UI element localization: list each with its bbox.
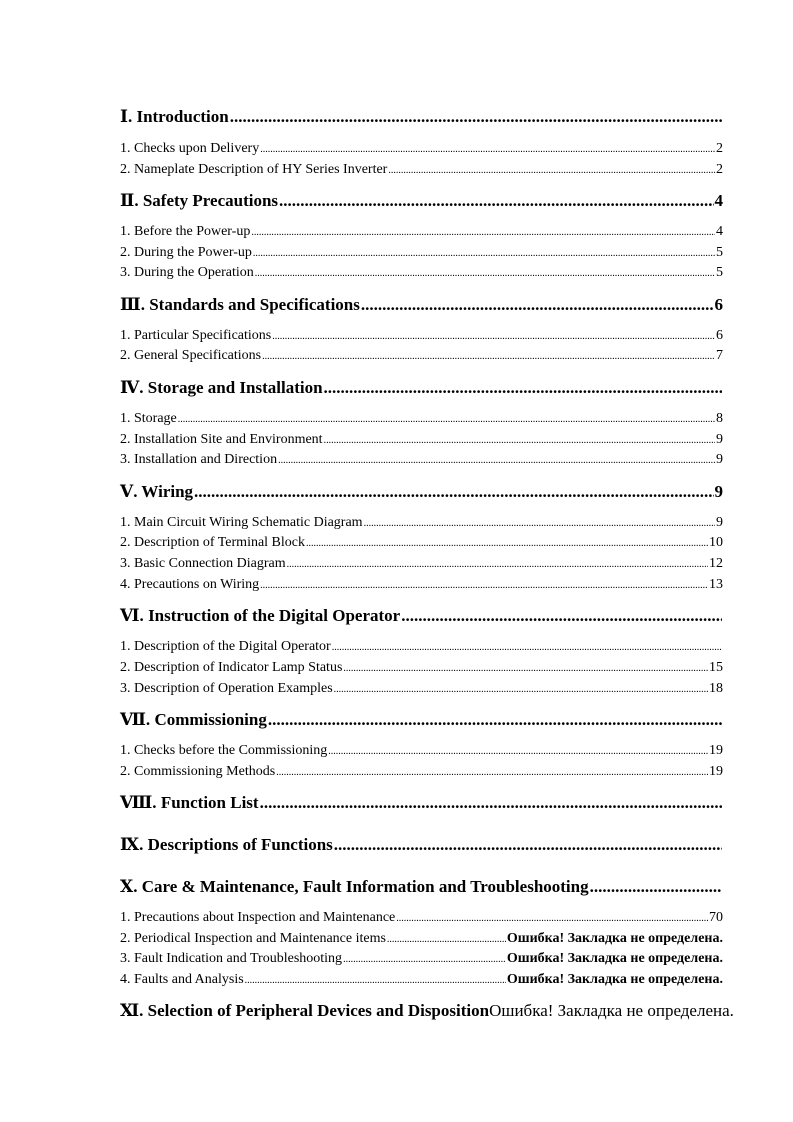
- item-title: 2. Description of Terminal Block: [120, 535, 306, 550]
- section-title: [120, 877, 589, 897]
- toc-section-5[interactable]: [120, 482, 723, 504]
- dot-leader: [324, 378, 722, 398]
- item-title: 1. Main Circuit Wiring Schematic Diagram: [120, 515, 363, 530]
- section-name: Standards and Specifications: [149, 295, 360, 314]
- toc-item[interactable]: [120, 972, 723, 990]
- section-title: [120, 835, 333, 855]
- item-title: 2. Commissioning Methods: [120, 764, 276, 779]
- toc-item[interactable]: [120, 162, 723, 180]
- dot-leader: [590, 877, 722, 897]
- section-title: [120, 482, 193, 502]
- section-title: [120, 1001, 489, 1021]
- bookmark-error: Ошибка! Закладка не определена.: [506, 931, 723, 946]
- page-number: 13: [709, 577, 723, 592]
- toc-item[interactable]: [120, 411, 723, 429]
- dot-leader: [334, 681, 708, 697]
- toc-item[interactable]: [120, 224, 723, 242]
- item-title: 1. Checks before the Commissioning: [120, 743, 328, 758]
- dot-leader: [343, 951, 506, 967]
- section-title: [120, 107, 229, 127]
- toc-item[interactable]: [120, 452, 723, 470]
- page-number: 5: [716, 265, 723, 280]
- dot-leader: [278, 452, 715, 468]
- toc-section-10[interactable]: [120, 877, 723, 899]
- toc-item[interactable]: [120, 743, 723, 761]
- section-name: Introduction: [136, 107, 229, 126]
- dot-leader: [343, 660, 708, 676]
- section-name: Descriptions of Functions: [147, 835, 333, 854]
- section-number: Ⅷ.: [120, 793, 157, 812]
- toc-section-1[interactable]: [120, 107, 723, 129]
- section-number: Ⅵ.: [120, 606, 144, 625]
- toc-item[interactable]: [120, 577, 723, 595]
- toc-item[interactable]: [120, 432, 723, 450]
- item-title: 2. Periodical Inspection and Maintenance items: [120, 931, 386, 946]
- section-name: Wiring: [141, 482, 194, 501]
- dot-leader: [361, 295, 714, 315]
- section-title: [120, 378, 323, 398]
- dot-leader: [194, 482, 713, 502]
- item-title: 4. Faults and Analysis: [120, 972, 244, 987]
- dot-leader: [272, 328, 715, 344]
- dot-leader: [279, 191, 713, 211]
- dot-leader: [260, 793, 722, 813]
- item-title: 1. Storage: [120, 411, 177, 426]
- toc-section-11[interactable]: [120, 1001, 793, 1023]
- page-number: 19: [709, 743, 723, 758]
- item-title: 4. Precautions on Wiring: [120, 577, 260, 592]
- toc-item[interactable]: [120, 639, 723, 657]
- page-number: 6: [714, 295, 723, 314]
- dot-leader: [276, 764, 708, 780]
- page-number: 19: [709, 764, 723, 779]
- section-name: Care & Maintenance, Fault Information and Troubleshooting: [141, 877, 589, 896]
- page-number: 8: [716, 411, 723, 426]
- dot-leader: [262, 348, 715, 364]
- toc-item[interactable]: [120, 535, 723, 553]
- section-number: Ⅶ.: [120, 710, 151, 729]
- bookmark-error: Ошибка! Закладка не определена.: [506, 951, 723, 966]
- section-title: [120, 606, 400, 626]
- dot-leader: [260, 577, 708, 593]
- section-title: [120, 710, 267, 730]
- toc-item[interactable]: [120, 348, 723, 366]
- page-number: 10: [709, 535, 723, 550]
- toc-item[interactable]: [120, 141, 723, 159]
- page-number: 2: [716, 162, 723, 177]
- page-number: 5: [716, 245, 723, 260]
- bookmark-error: Ошибка! Закладка не определена.: [506, 972, 723, 987]
- page-number: 7: [716, 348, 723, 363]
- item-title: 3. Installation and Direction: [120, 452, 278, 467]
- section-title: [120, 793, 259, 813]
- dot-leader: [245, 972, 506, 988]
- section-title: [120, 295, 360, 315]
- toc-item[interactable]: [120, 931, 723, 949]
- toc-section-9[interactable]: [120, 835, 723, 857]
- item-title: 2. Installation Site and Environment: [120, 432, 323, 447]
- section-name: Instruction of the Digital Operator: [148, 606, 401, 625]
- section-name: Selection of Peripheral Devices and Disposition: [147, 1001, 490, 1020]
- dot-leader: [324, 432, 715, 448]
- page-number: 70: [709, 910, 723, 925]
- toc-item[interactable]: [120, 910, 723, 928]
- dot-leader: [332, 639, 722, 655]
- section-number: Ⅸ.: [120, 835, 144, 854]
- item-title: 3. Basic Connection Diagram: [120, 556, 286, 571]
- item-title: 3. Fault Indication and Troubleshooting: [120, 951, 343, 966]
- item-title: 1. Description of the Digital Operator: [120, 639, 331, 654]
- page-number: 12: [709, 556, 723, 571]
- section-number: Ⅳ.: [120, 378, 144, 397]
- dot-leader: [260, 141, 715, 157]
- item-title: 2. Nameplate Description of HY Series Inverter: [120, 162, 388, 177]
- dot-leader: [388, 162, 715, 178]
- dot-leader: [287, 556, 708, 572]
- item-title: 1. Particular Specifications: [120, 328, 272, 343]
- page-number: 9: [716, 432, 723, 447]
- dot-leader: [328, 743, 708, 759]
- section-number: Ⅰ.: [120, 107, 133, 126]
- dot-leader: [230, 107, 722, 127]
- item-title: 1. Precautions about Inspection and Maintenance: [120, 910, 396, 925]
- page-number: 2: [716, 141, 723, 156]
- dot-leader: [401, 606, 722, 626]
- page-number: 9: [716, 452, 723, 467]
- dot-leader: [387, 931, 506, 947]
- toc-item[interactable]: [120, 515, 723, 533]
- dot-leader: [306, 535, 708, 551]
- dot-leader: [251, 224, 715, 240]
- toc-item[interactable]: [120, 328, 723, 346]
- bookmark-error: Ошибка! Закладка не определена.: [489, 1001, 734, 1020]
- page-number: 4: [714, 191, 723, 210]
- toc-item[interactable]: [120, 660, 723, 678]
- toc-section-8[interactable]: [120, 793, 723, 815]
- page-number: 18: [709, 681, 723, 696]
- dot-leader: [255, 265, 715, 281]
- dot-leader: [268, 710, 722, 730]
- dot-leader: [396, 910, 708, 926]
- section-title: [120, 191, 278, 211]
- toc-item[interactable]: [120, 764, 723, 782]
- section-number: Ⅹ.: [120, 877, 138, 896]
- section-name: Commissioning: [154, 710, 267, 729]
- item-title: 2. Description of Indicator Lamp Status: [120, 660, 343, 675]
- toc-section-2[interactable]: [120, 191, 723, 213]
- section-number: Ⅱ.: [120, 191, 139, 210]
- toc-section-6[interactable]: [120, 606, 723, 628]
- page-number: 9: [714, 482, 723, 501]
- toc-item[interactable]: [120, 245, 723, 263]
- section-number: Ⅲ.: [120, 295, 145, 314]
- toc-section-3[interactable]: [120, 295, 723, 317]
- item-title: 2. General Specifications: [120, 348, 262, 363]
- section-name: Storage and Installation: [147, 378, 323, 397]
- toc-item[interactable]: [120, 556, 723, 574]
- section-name: Function List: [160, 793, 259, 812]
- page-number: 4: [716, 224, 723, 239]
- section-name: Safety Precautions: [142, 191, 279, 210]
- page-number: 9: [716, 515, 723, 530]
- dot-leader: [178, 411, 715, 427]
- section-number: Ⅴ.: [120, 482, 138, 501]
- item-title: 1. Checks upon Delivery: [120, 141, 260, 156]
- toc-item[interactable]: [120, 951, 723, 969]
- toc-section-4[interactable]: [120, 378, 723, 400]
- dot-leader: [334, 835, 722, 855]
- toc-section-7[interactable]: [120, 710, 723, 732]
- item-title: 3. Description of Operation Examples: [120, 681, 333, 696]
- item-title: 1. Before the Power-up: [120, 224, 251, 239]
- dot-leader: [364, 515, 715, 531]
- page-number: 15: [709, 660, 723, 675]
- item-title: 2. During the Power-up: [120, 245, 252, 260]
- dot-leader: [253, 245, 715, 261]
- toc-item[interactable]: [120, 681, 723, 699]
- item-title: 3. During the Operation: [120, 265, 254, 280]
- toc-item[interactable]: [120, 265, 723, 283]
- section-number: Ⅺ.: [120, 1001, 144, 1020]
- page-number: 6: [716, 328, 723, 343]
